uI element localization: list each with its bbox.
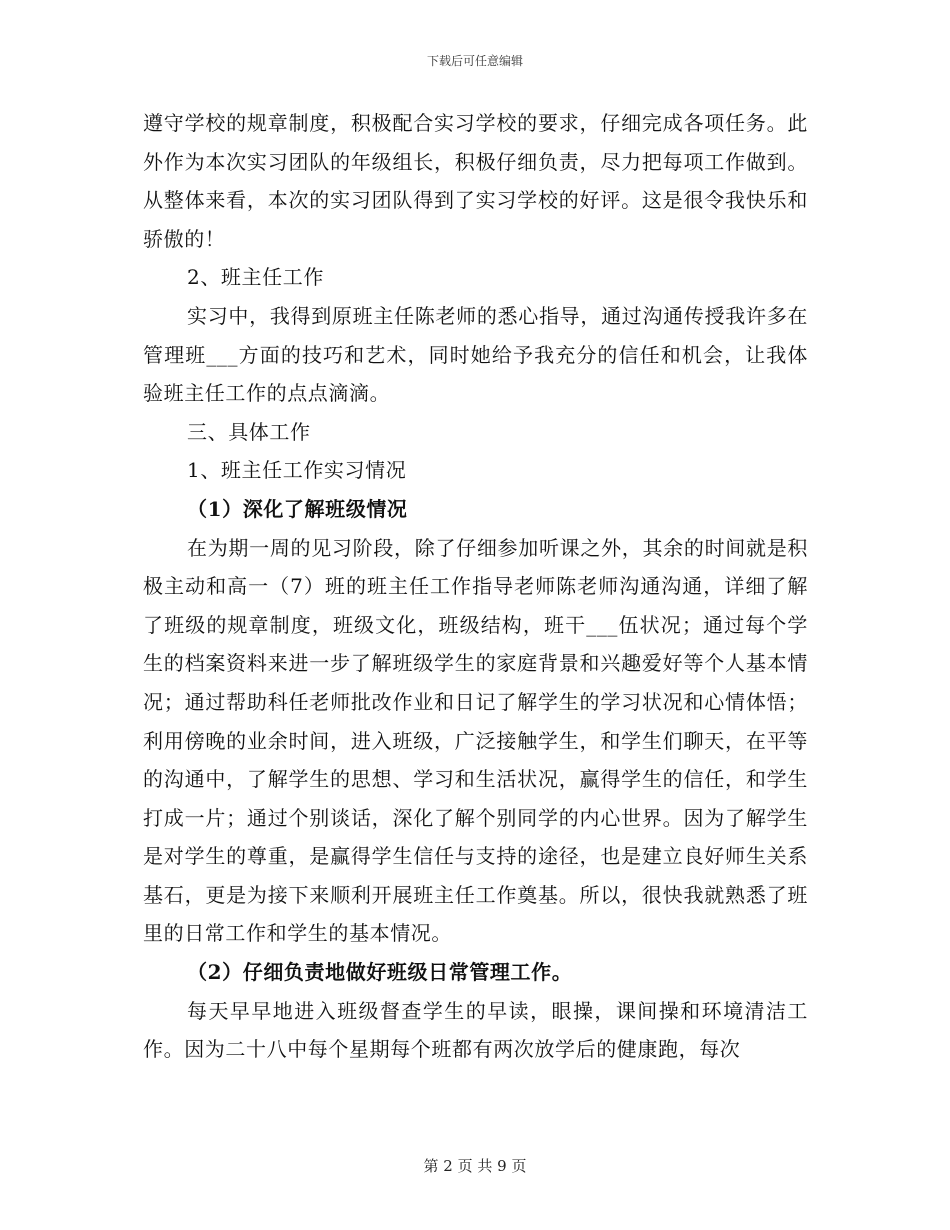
paragraph-1: 遵守学校的规章制度，积极配合实习学校的要求，仔细完成各项任务。此外作为本次实习团队的年级组长，积极仔细负责，尽力把每项工作做到。从整体来看，本次的实习团队得到了实习学校的好评。这是很令我快乐和骄傲的！ [143,111,808,251]
paragraph-3: 在为期一周的见习阶段，除了仔细参加听课之外，其余的时间就是积极主动和高一（7）班的班主任工作指导老师陈老师沟通沟通，详细了解了班级的规章制度，班级文化，班级结构，班干___伍状况；通过每个学生的档案资料来进一步了解班级学生的家庭背景和兴趣爱好等个人基本情况；通过帮助科任老师批改作业和日记了解学生的学习状况和心情体悟；利用傍晚的业余时间，进入班级，广泛接触学生，和学生们聊天，在平等的沟通中，了解学生的思想、学习和生活状况，赢得学生的信任，和学生打成一片；通过个别谈话，深化了解个别同学的内心世界。因为了解学生是对学生的尊重，是赢得学生信任与支持的途径，也是建立良好师生关系基石，更是为接下来顺利开展班主任工作奠基。所以，很快我就熟悉了班里的日常工作和学生的基本情况。 [143,535,808,946]
paragraph-4: 每天早早地进入班级督查学生的早读，眼操，课间操和环境清洁工作。因为二十八中每个星期每个班都有两次放学后的健康跑，每次 [143,998,808,1062]
paragraph-2: 实习中，我得到原班主任陈老师的悉心指导，通过沟通传授我许多在管理班___方面的技巧和艺术，同时她给予我充分的信任和机会，让我体验班主任工作的点点滴滴。 [143,303,808,406]
heading-daily-management: （2）仔细负责地做好班级日常管理工作。 [187,960,573,985]
heading-understand-class: （1）深化了解班级情况 [187,496,408,521]
heading-class-teacher-work: 2、班主任工作 [187,265,324,290]
heading-internship-situation: 1、班主任工作实习情况 [187,458,407,483]
document-body [143,104,808,1069]
page-number: 第 2 页 共 9 页 [423,1157,527,1175]
heading-specific-work: 三、具体工作 [187,419,311,444]
page-header: 下载后可任意编辑 [426,54,523,68]
